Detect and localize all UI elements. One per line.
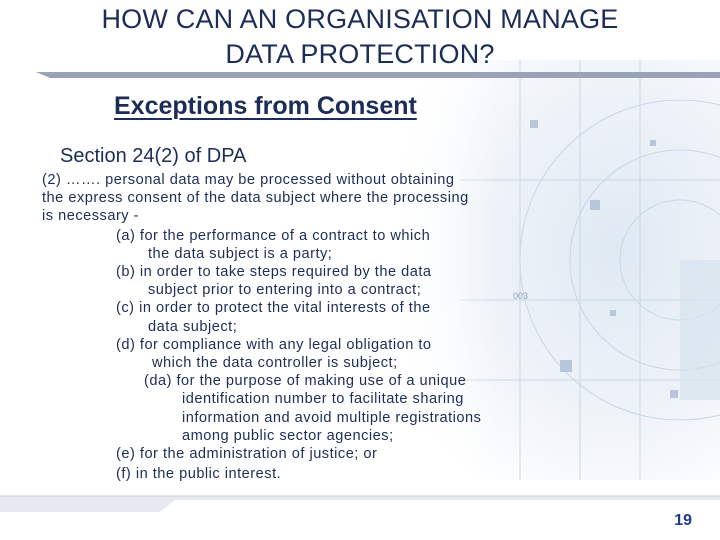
list-item: (f) in the public interest. — [116, 466, 282, 483]
slide-subtitle: Exceptions from Consent — [114, 92, 417, 120]
title-line-2: DATA PROTECTION? — [225, 39, 495, 69]
body-text — [42, 171, 542, 483]
section-heading: Section 24(2) of DPA — [60, 145, 247, 167]
slide-title — [0, 2, 720, 72]
page-number: 19 — [674, 512, 692, 529]
title-divider — [36, 72, 720, 78]
intro-line: is necessary - — [42, 208, 140, 225]
list-item: (c) in order to protect the vital interests of the data subject; — [116, 300, 431, 335]
intro-line: (2) ……. personal data may be processed without obtaining — [42, 172, 455, 188]
intro-line: the express consent of the data subject where the processing — [42, 190, 469, 207]
footer-divider — [0, 494, 720, 540]
title-line-1: HOW CAN AN ORGANISATION MANAGE — [101, 4, 619, 34]
list-item: (da) for the purpose of making use of a unique identification number to facilitate sharing information and avoid multiple registrations among public sector agencies; — [144, 373, 482, 444]
list-item: (d) for compliance with any legal obligation to which the data controller is subject; — [116, 336, 432, 372]
list-item: (a) for the performance of a contract to which the data subject is a party; — [116, 227, 431, 262]
list-item: (e) for the administration of justice; or — [116, 446, 378, 463]
background-label: 003 — [513, 291, 529, 301]
list-item: (b) in order to take steps required by the data subject prior to entering into a contract; — [116, 264, 432, 299]
